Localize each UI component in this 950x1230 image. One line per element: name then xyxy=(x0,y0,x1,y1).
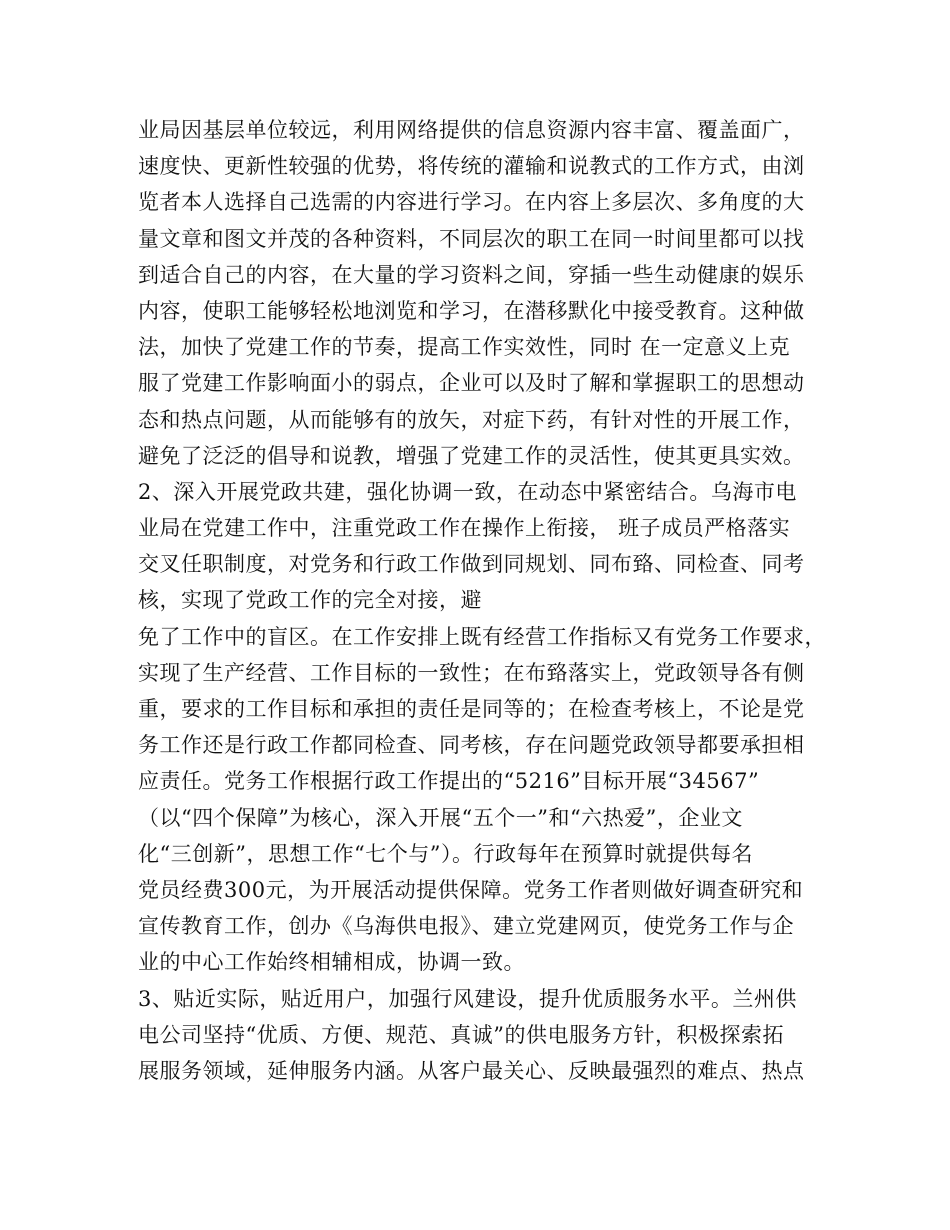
text-line: 览者本人选择自己选需的内容进行学习。在内容上多层次、多角度的大 xyxy=(138,190,805,215)
text-line: 业局因基层单位较远，利用网络提供的信息资源内容丰富、覆盖面广， xyxy=(138,118,805,142)
text-line: 3、贴近实际，贴近用户，加强行风建设，提升优质服务水平。兰州供 xyxy=(138,986,797,1011)
text-line: 速度快、更新性较强的优势，将传统的灌输和说教式的工作方式，由浏 xyxy=(138,154,805,179)
text-line: 实现了生产经营、工作目标的一致性；在布臵落实上，党政领导各有侧 xyxy=(138,660,805,685)
text-line: 宣传教育工作，创办《乌海供电报》、建立党建网页，使党务工作与企 xyxy=(138,914,794,939)
text-line: 内容，使职工能够轻松地浏览和学习，在潜移默化中接受教育。这种做 xyxy=(138,298,805,323)
text-line: 避免了泛泛的倡导和说教，增强了党建工作的灵活性，使其更具实效。 xyxy=(138,443,805,468)
text-line: 量文章和图文并茂的各种资料，不同层次的职工在同一时间里都可以找 xyxy=(138,226,805,251)
text-line: 交叉任职制度，对党务和行政工作做到同规划、同布臵、同检查、同考 xyxy=(138,552,805,577)
text-line: 态和热点问题，从而能够有的放矢，对症下药，有针对性的开展工作， xyxy=(138,407,805,432)
text-line: 服了党建工作影响面小的弱点，企业可以及时了解和掌握职工的思想动 xyxy=(138,371,805,396)
text-line: 务工作还是行政工作都同检查、同考核，存在问题党政领导都要承担相 xyxy=(138,733,805,758)
text-line: 业局在党建工作中，注重党政工作在操作上衔接， 班子成员严格落实 xyxy=(138,516,791,541)
text-line: （以“四个保障”为核心，深入开展“五个一”和“六热爱”，企业文 xyxy=(138,805,743,830)
text-line: 2、深入开展党政共建，强化协调一致，在动态中紧密结合。乌海市电 xyxy=(138,479,797,504)
text-line: 业的中心工作始终相辅相成，协调一致。 xyxy=(138,950,525,975)
text-line: 到适合自己的内容，在大量的学习资料之间，穿插一些生动健康的娱乐 xyxy=(138,262,805,287)
text-line: 免了工作中的盲区。在工作安排上既有经营工作指标又有党务工作要求， xyxy=(138,624,826,649)
text-line: 电公司坚持“优质、方便、规范、真诚”的供电服务方针，积极探索拓 xyxy=(138,1022,784,1047)
body-text xyxy=(138,112,828,1089)
text-line: 化“三创新”，思想工作“七个与”）。行政每年在预算时就提供每名 xyxy=(138,841,753,866)
text-line: 党员经费300元，为开展活动提供保障。党务工作者则做好调查研究和 xyxy=(138,877,804,902)
text-line: 核，实现了党政工作的完全对接，避 xyxy=(138,588,482,613)
text-line: 应责任。党务工作根据行政工作提出的“5216”目标开展“34567” xyxy=(138,769,760,794)
text-line: 展服务领域，延伸服务内涵。从客户最关心、反映最强烈的难点、热点 xyxy=(138,1058,805,1083)
text-line: 法，加快了党建工作的节奏，提高工作实效性，同时 在一定意义上克 xyxy=(138,335,791,360)
text-line: 重，要求的工作目标和承担的责任是同等的；在检查考核上，不论是党 xyxy=(138,697,805,721)
